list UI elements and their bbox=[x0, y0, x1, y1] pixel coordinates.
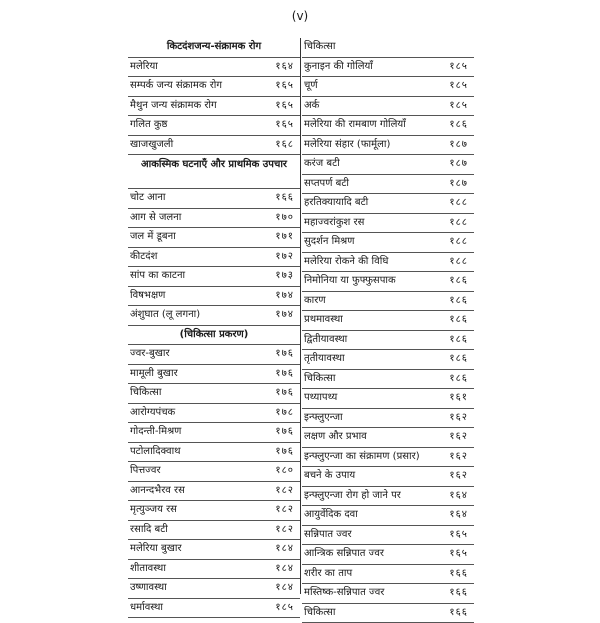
toc-entry[interactable] bbox=[128, 384, 300, 404]
toc-entry[interactable] bbox=[302, 584, 474, 604]
toc-entry-page: १८६ bbox=[449, 370, 468, 389]
toc-entry[interactable] bbox=[302, 214, 474, 234]
toc-entry[interactable] bbox=[128, 482, 300, 502]
toc-entry[interactable] bbox=[302, 604, 474, 623]
toc-entry-page: १८८ bbox=[449, 194, 468, 213]
toc-entry-page: १८२ bbox=[275, 501, 294, 520]
toc-entry[interactable] bbox=[128, 136, 300, 156]
toc-entry[interactable] bbox=[302, 58, 474, 78]
toc-entry-title: आन्त्रिक सन्निपात ज्वर bbox=[304, 545, 384, 564]
toc-entry-page: १७६ bbox=[275, 345, 294, 364]
toc-entry-title: सुदर्शन मिश्रण bbox=[304, 233, 354, 252]
toc-entry[interactable] bbox=[302, 136, 474, 156]
toc-entry[interactable] bbox=[302, 272, 474, 292]
toc-entry-page: १६२ bbox=[449, 409, 468, 428]
toc-entry[interactable] bbox=[128, 540, 300, 560]
toc-entry-title: इन्फ्लुएन्जा रोग हो जाने पर bbox=[304, 487, 401, 506]
toc-entry-page: १८७ bbox=[449, 136, 468, 155]
toc-entry[interactable] bbox=[302, 448, 474, 468]
toc-entry-title: मस्तिष्क-सन्निपात ज्वर bbox=[304, 584, 384, 603]
toc-entry-title: चोट आना bbox=[130, 189, 166, 208]
toc-entry[interactable] bbox=[302, 38, 474, 58]
toc-entry-title: करंज बटी bbox=[304, 155, 340, 174]
toc-entry[interactable] bbox=[128, 306, 300, 326]
toc-entry[interactable] bbox=[302, 526, 474, 546]
toc-entry[interactable] bbox=[302, 350, 474, 370]
toc-entry-page: १७० bbox=[275, 209, 294, 228]
toc-entry-title: मामूली बुखार bbox=[130, 365, 178, 384]
toc-entry-page: १७३ bbox=[275, 267, 294, 286]
toc-entry-title: रसादि बटी bbox=[130, 521, 168, 540]
toc-entry[interactable] bbox=[128, 58, 300, 78]
toc-entry-title: चिकित्सा bbox=[304, 370, 335, 389]
toc-entry-title: जल में डूबना bbox=[130, 228, 176, 247]
toc-entry-title: आरोग्यपंचक bbox=[130, 404, 175, 423]
toc-entry[interactable] bbox=[128, 228, 300, 248]
toc-entry-title: सांप का काटना bbox=[130, 267, 185, 286]
toc-entry-page: १८४ bbox=[275, 540, 294, 559]
toc-entry-page: १७६ bbox=[275, 365, 294, 384]
toc-entry-title: अंशुघात (लू लगना) bbox=[130, 306, 200, 325]
toc-entry-title: चूर्ण bbox=[304, 77, 318, 96]
toc-entry[interactable] bbox=[302, 311, 474, 331]
toc-entry[interactable] bbox=[302, 506, 474, 526]
toc-entry-page: १६५ bbox=[275, 116, 294, 135]
toc-entry-title: निमोनिया या फुफ्फुसपाक bbox=[304, 272, 396, 291]
toc-entry-page: १८६ bbox=[449, 350, 468, 369]
toc-entry-title: कुनाइन की गोलियाँ bbox=[304, 58, 373, 77]
toc-entry-page: १७४ bbox=[275, 287, 294, 306]
toc-entry-title: मलेरिया रोकने की विधि bbox=[304, 253, 388, 272]
toc-entry-page: १७६ bbox=[275, 423, 294, 442]
toc-entry-page: १६५ bbox=[275, 77, 294, 96]
toc-entry-title: सन्निपात ज्वर bbox=[304, 526, 352, 545]
toc-entry[interactable] bbox=[302, 253, 474, 273]
toc-entry-page: १८५ bbox=[449, 97, 468, 116]
toc-entry[interactable] bbox=[128, 579, 300, 599]
toc-entry[interactable] bbox=[128, 423, 300, 443]
toc-entry-title: मृत्युञ्जय रस bbox=[130, 501, 177, 520]
toc-entry[interactable] bbox=[128, 209, 300, 229]
section-heading: किटदंशजन्य-संक्रामक रोग bbox=[128, 38, 300, 58]
toc-entry-title: शरीर का ताप bbox=[304, 565, 352, 584]
toc-entry[interactable] bbox=[302, 545, 474, 565]
toc-entry-page: १६८ bbox=[275, 136, 294, 155]
toc-entry[interactable] bbox=[302, 97, 474, 117]
toc-entry-title: चिकित्सा bbox=[304, 38, 335, 57]
toc-entry-title: ज्वर-बुखार bbox=[130, 345, 170, 364]
toc-entry[interactable] bbox=[128, 560, 300, 580]
toc-entry-page: १६५ bbox=[275, 97, 294, 116]
toc-entry-title: शीतावस्था bbox=[130, 560, 166, 579]
toc-entry-page: १८६ bbox=[449, 311, 468, 330]
toc-entry-title: आग से जलना bbox=[130, 209, 181, 228]
toc-entry-page: १६२ bbox=[449, 467, 468, 486]
toc-entry-title: इन्फ्लुएन्जा bbox=[304, 409, 343, 428]
toc-entry-page: १६६ bbox=[449, 584, 468, 603]
toc-entry-page: १७६ bbox=[275, 384, 294, 403]
toc-entry-page: १८४ bbox=[275, 560, 294, 579]
toc-entry-page: १६४ bbox=[449, 487, 468, 506]
toc-entry-title: पटोलादिक्वाथ bbox=[130, 443, 181, 462]
toc-entry[interactable] bbox=[302, 77, 474, 97]
toc-entry-page: १६४ bbox=[275, 58, 294, 77]
toc-entry-title: मलेरिया की रामबाण गोलियाँ bbox=[304, 116, 406, 135]
toc-entry-page: १६६ bbox=[275, 189, 294, 208]
toc-entry[interactable] bbox=[302, 565, 474, 585]
toc-entry[interactable] bbox=[302, 428, 474, 448]
toc-entry-title: चिकित्सा bbox=[130, 384, 161, 403]
toc-entry-page: १८६ bbox=[449, 272, 468, 291]
toc-entry[interactable] bbox=[302, 389, 474, 409]
toc-entry-title: गलित कुष्ठ bbox=[130, 116, 167, 135]
toc-entry-title: हरतिक्यायादि बटी bbox=[304, 194, 368, 213]
toc-right-column bbox=[302, 38, 474, 623]
toc-entry-page: १७६ bbox=[275, 443, 294, 462]
toc-entry-page: १८२ bbox=[275, 521, 294, 540]
toc-entry-title: अर्क bbox=[304, 97, 319, 116]
toc-entry-page: १८६ bbox=[449, 331, 468, 350]
toc-entry-title: प्रथमावस्था bbox=[304, 311, 343, 330]
toc-entry[interactable] bbox=[128, 365, 300, 385]
toc-entry[interactable] bbox=[128, 287, 300, 307]
toc-entry-title: सम्पर्क जन्य संक्रामक रोग bbox=[130, 77, 222, 96]
toc-entry-title: बचने के उपाय bbox=[304, 467, 355, 486]
toc-entry[interactable] bbox=[128, 404, 300, 424]
toc-entry-page: १८५ bbox=[449, 77, 468, 96]
toc-entry[interactable] bbox=[302, 331, 474, 351]
toc-entry-title: उष्णावस्था bbox=[130, 579, 167, 598]
toc-entry[interactable] bbox=[128, 501, 300, 521]
toc-entry-page: १६५ bbox=[449, 526, 468, 545]
toc-entry-page: १६६ bbox=[449, 604, 468, 623]
toc-entry[interactable] bbox=[302, 409, 474, 429]
toc-entry-page: १८७ bbox=[449, 175, 468, 194]
toc-entry-page: १८८ bbox=[449, 233, 468, 252]
toc-entry-title: आनन्दभैरव रस bbox=[130, 482, 185, 501]
column-divider bbox=[300, 38, 301, 594]
toc-entry-title: खाजखुजली bbox=[130, 136, 173, 155]
toc-entry-title: मलेरिया संहार (फार्मूला) bbox=[304, 136, 390, 155]
toc-entry-page: १६१ bbox=[449, 389, 468, 408]
toc-entry[interactable] bbox=[128, 248, 300, 268]
toc-entry[interactable] bbox=[128, 345, 300, 365]
toc-entry-page: १८७ bbox=[449, 155, 468, 174]
toc-entry-page: १८५ bbox=[275, 599, 294, 618]
toc-entry-title: पित्तज्वर bbox=[130, 462, 161, 481]
toc-left-column bbox=[128, 38, 300, 618]
toc-entry[interactable] bbox=[302, 467, 474, 487]
toc-entry-title: मलेरिया बुखार bbox=[130, 540, 182, 559]
toc-entry[interactable] bbox=[128, 443, 300, 463]
toc-entry-page: १८५ bbox=[449, 58, 468, 77]
toc-entry-page: १६२ bbox=[449, 428, 468, 447]
toc-entry[interactable] bbox=[128, 599, 300, 619]
toc-entry[interactable] bbox=[128, 189, 300, 209]
toc-entry[interactable] bbox=[302, 370, 474, 390]
toc-entry-page: १६५ bbox=[449, 545, 468, 564]
toc-entry-title: कीटदंश bbox=[130, 248, 157, 267]
toc-entry-title: मैथुन जन्य संक्रामक रोग bbox=[130, 97, 217, 116]
section-heading: (चिकित्सा प्रकरण) bbox=[128, 326, 300, 346]
toc-entry[interactable] bbox=[302, 292, 474, 312]
toc-entry[interactable] bbox=[128, 462, 300, 482]
toc-entry-page: १८६ bbox=[449, 292, 468, 311]
toc-entry[interactable] bbox=[302, 194, 474, 214]
toc-entry-title: विषभक्षण bbox=[130, 287, 165, 306]
toc-entry[interactable] bbox=[128, 97, 300, 117]
toc-entry-title: पथ्यापथ्य bbox=[304, 389, 337, 408]
toc-entry-title: मलेरिया bbox=[130, 58, 158, 77]
toc-entry-page: १७१ bbox=[275, 228, 294, 247]
toc-entry[interactable] bbox=[302, 116, 474, 136]
toc-entry[interactable] bbox=[128, 521, 300, 541]
toc-entry-page: १६४ bbox=[449, 506, 468, 525]
toc-entry-page: १८२ bbox=[275, 482, 294, 501]
toc-entry-page: १७२ bbox=[275, 248, 294, 267]
toc-entry-page: १८४ bbox=[275, 579, 294, 598]
toc-entry-page: १८६ bbox=[449, 116, 468, 135]
toc-entry[interactable] bbox=[302, 233, 474, 253]
page-number: (v) bbox=[0, 9, 600, 23]
toc-entry[interactable] bbox=[128, 116, 300, 136]
toc-entry-title: चिकित्सा bbox=[304, 604, 335, 623]
toc-entry-title: आयुर्वेदिक दवा bbox=[304, 506, 358, 525]
section-heading: आकस्मिक घटनाएँ और प्राथमिक उपचार bbox=[128, 155, 300, 189]
toc-entry-title: द्वितीयावस्था bbox=[304, 331, 347, 350]
toc-entry-title: लक्षण और प्रभाव bbox=[304, 428, 367, 447]
toc-entry-page: १६६ bbox=[449, 565, 468, 584]
toc-entry-title: धर्मावस्था bbox=[130, 599, 163, 618]
toc-entry-page: १६२ bbox=[449, 448, 468, 467]
toc-entry-title: गोदन्ती-मिश्रण bbox=[130, 423, 181, 442]
toc-entry-page: १८० bbox=[275, 462, 294, 481]
toc-entry[interactable] bbox=[302, 155, 474, 175]
toc-entry[interactable] bbox=[128, 77, 300, 97]
toc-entry[interactable] bbox=[302, 487, 474, 507]
toc-entry-title: कारण bbox=[304, 292, 326, 311]
toc-entry-page: १७४ bbox=[275, 306, 294, 325]
toc-entry-title: सप्तपर्ण बटी bbox=[304, 175, 349, 194]
toc-entry-page: १८८ bbox=[449, 253, 468, 272]
toc-entry-title: तृतीयावस्था bbox=[304, 350, 345, 369]
toc-entry-page: १८८ bbox=[449, 214, 468, 233]
toc-entry[interactable] bbox=[128, 267, 300, 287]
toc-entry-page: १७८ bbox=[275, 404, 294, 423]
toc-entry-title: महाज्वरांकुश रस bbox=[304, 214, 364, 233]
toc-entry-title: इन्फ्लुएन्जा का संक्रामण (प्रसार) bbox=[304, 448, 420, 467]
toc-entry[interactable] bbox=[302, 175, 474, 195]
